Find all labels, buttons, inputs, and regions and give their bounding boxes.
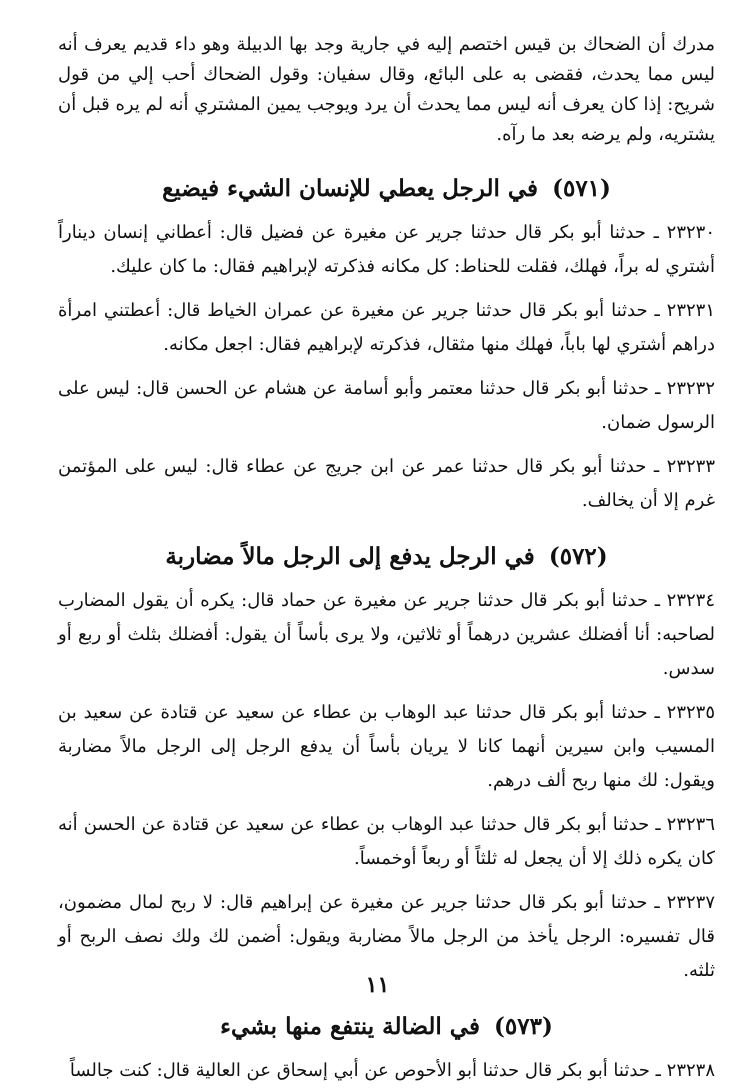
chapter-number: (٥٧٢) (548, 543, 608, 570)
chapter-heading (58, 540, 715, 574)
hadith-entry: ٢٣٢٣٠ ـ حدثنا أبو بكر قال حدثنا جرير عن مغيرة عن فضيل قال: أعطاني إنسان ديناراً أشتري له براً، فهلك، فقلت للحناط: كل مكانه فذكرته لإبراهيم فقال: ما كان عليك. (58, 222, 715, 277)
hadith-entry: ٢٣٢٣٣ ـ حدثنا أبو بكر قال حدثنا عمر عن ابن جريج عن عطاء قال: ليس على المؤتمن غرم إلا أن يخالف. (58, 456, 715, 511)
hadith-entry: ٢٣٢٣٧ ـ حدثنا أبو بكر قال حدثنا جرير عن مغيرة عن إبراهيم قال: لا ربح لمال مضمون، قال تفسيره: الرجل يأخذ من الرجل مالاً مضاربة ويقول: أضمن لك ولك نصف الربح أو ثلثه. (58, 892, 715, 981)
hadith-entry: ٢٣٢٣٨ ـ حدثنا أبو بكر قال حدثنا أبو الأحوص عن أبي إسحاق عن العالية قال: كنت جالساً (69, 1060, 715, 1081)
chapter-title: في الرجل يدفع إلى الرجل مالاً مضاربة (165, 543, 535, 570)
chapter-heading (58, 1010, 715, 1044)
chapter-number: (٥٧١) (552, 175, 611, 202)
chapter-571 (58, 172, 715, 518)
chapter-573 (58, 1010, 715, 1088)
chapter-title: في الرجل يعطي للإنسان الشيء فيضيع (162, 175, 539, 202)
chapter-572 (58, 540, 715, 988)
intro-paragraph: مدرك أن الضحاك بن قيس اختصم إليه في جارية وجد بها الدبيلة وهو داء قديم يعرف أنه ليس مما يحدث، فقضى به على البائع، وقال سفيان: وقول الضحاك أحب إلي من قول شريح: إذا كان يعرف أنه ليس مما يحدث أن يرد ويوجب يمين المشتري أنه لم يره قبل أن يشتريه، ولم يرضه بعد ما رآه. (58, 34, 715, 145)
hadith-entry: ٢٣٢٣٤ ـ حدثنا أبو بكر قال حدثنا جرير عن مغيرة عن حماد قال: يكره أن يقول المضارب لصاحبه: أنا أفضلك عشرين درهماً أو ثلاثين، ولا يرى بأساً أن يقول: أفضلك بثلث أو ربع أو سدس. (58, 590, 715, 679)
hadith-entry: ٢٣٢٣٢ ـ حدثنا أبو بكر قال حدثنا معتمر وأبو أسامة عن هشام عن الحسن قال: ليس على الرسول ضمان. (58, 378, 715, 433)
hadith-entry: ٢٣٢٣١ ـ حدثنا أبو بكر قال حدثنا جرير عن مغيرة عن عمران الخياط قال: أعطتني امرأة دراهم أشتري لها باباً، فهلك منها مثقال، فذكرته لإبراهيم فقال: اجعل مكانه. (58, 300, 715, 355)
chapter-title: في الضالة ينتفع منها بشيء (220, 1013, 480, 1040)
chapter-number: (٥٧٣) (494, 1013, 553, 1040)
hadith-entry: ٢٣٢٣٥ ـ حدثنا أبو بكر قال حدثنا عبد الوهاب بن عطاء عن سعيد عن قتادة عن سعيد بن المسيب وابن سيرين أنهما كانا لا يريان بأساً أن يدفع الرجل إلى الرجل مالاً مضاربة ويقول: لك منها ربح ألف درهم. (58, 702, 715, 791)
page-number: ١١ (365, 972, 390, 998)
hadith-entry: ٢٣٢٣٦ ـ حدثنا أبو بكر قال حدثنا عبد الوهاب بن عطاء عن سعيد عن قتادة عن الحسن أنه كان يكره ذلك إلا أن يجعل له ثلثاً أو ربعاً أوخمساً. (58, 814, 716, 869)
chapter-heading (58, 172, 715, 206)
